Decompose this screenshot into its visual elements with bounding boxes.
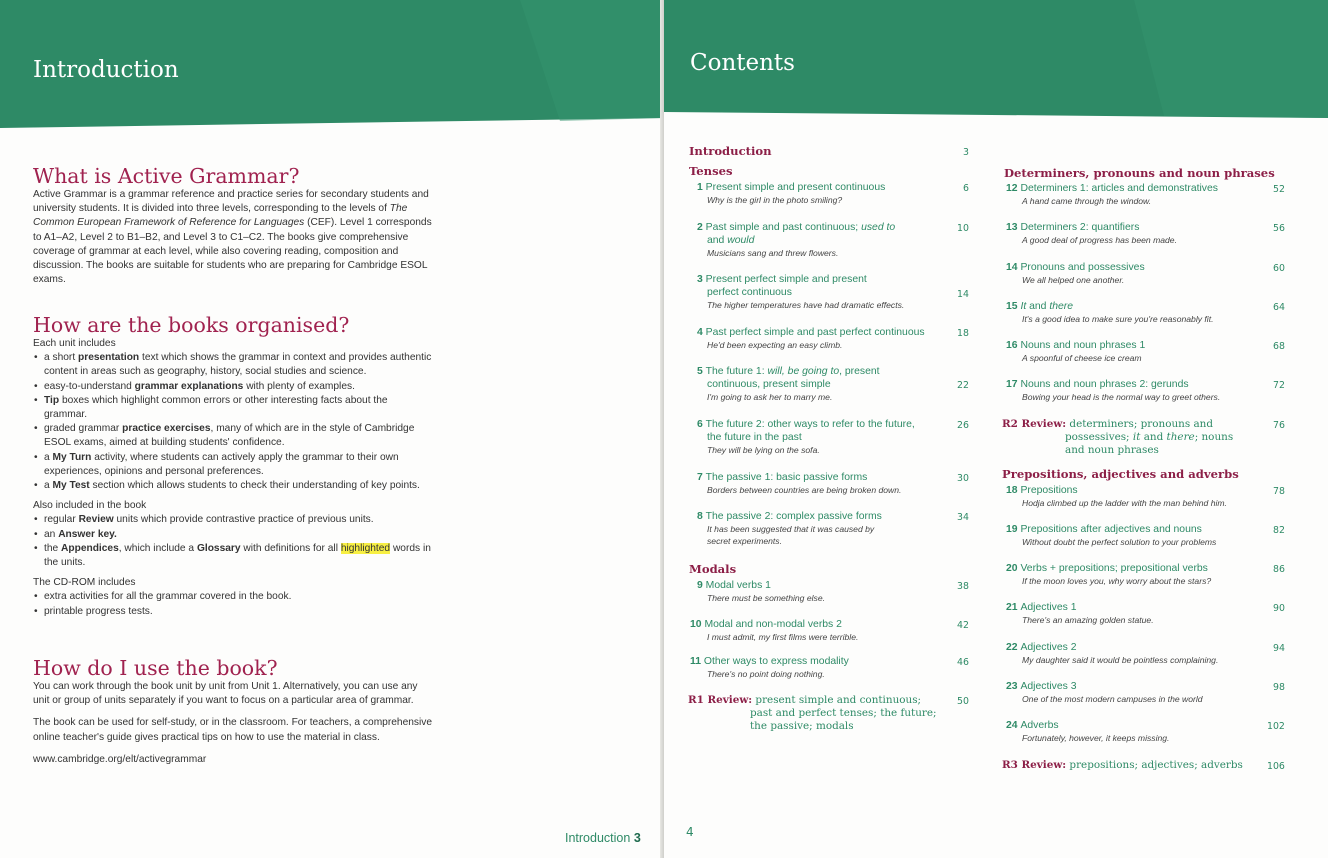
left-banner-title: Introduction — [33, 57, 179, 83]
toc-review-r1[interactable]: R1 Review: present simple and continuous; past and perfect tenses; the future; the passive; modals — [688, 694, 937, 732]
toc-page-number: 72 — [1273, 380, 1285, 391]
right-page-footer: 4 — [686, 825, 694, 839]
toc-unit-6[interactable]: 6 The future 2: other ways to refer to the future, the future in the past They will be lying on the sofa. — [697, 419, 915, 455]
toc-unit-13[interactable]: 13 Determiners 2: quantifiers A good deal of progress has been made. — [1006, 222, 1177, 245]
toc-unit-12[interactable]: 12 Determiners 1: articles and demonstratives A hand came through the window. — [1006, 183, 1218, 206]
list-item: • easy-to-understand grammar explanations with plenty of examples. — [44, 380, 433, 394]
list-item: • an Answer key. — [44, 528, 433, 542]
toc-page-number: 78 — [1273, 486, 1285, 497]
toc-page-number: 82 — [1273, 525, 1285, 536]
toc-page-number: 18 — [957, 328, 969, 339]
cdrom-label: The CD-ROM includes — [33, 577, 136, 589]
toc-page-number: 52 — [1273, 184, 1285, 195]
right-banner-title: Contents — [690, 50, 795, 76]
heading-organised: How are the books organised? — [33, 313, 350, 337]
toc-page-number: 60 — [1273, 263, 1285, 274]
toc-unit-7[interactable]: 7 The passive 1: basic passive forms Borders between countries are being broken down. — [697, 472, 902, 495]
list-item: • extra activities for all the grammar covered in the book. — [44, 590, 433, 604]
list-item: • a short presentation text which shows the grammar in context and provides authentic content in areas such as geography, history, social studies and science. — [44, 351, 433, 379]
toc-unit-2[interactable]: 2 Past simple and past continuous; used to and would Musicians sang and threw flowers. — [697, 222, 896, 258]
toc-unit-23[interactable]: 23 Adjectives 3 One of the most modern campuses in the world — [1006, 681, 1203, 704]
section-what-is — [33, 165, 433, 293]
toc-page-number: 90 — [1273, 603, 1285, 614]
toc-page-number: 50 — [957, 696, 969, 707]
toc-unit-19[interactable]: 19 Prepositions after adjectives and nouns Without doubt the perfect solution to your problems — [1006, 524, 1217, 547]
toc-page-number: 38 — [957, 581, 969, 592]
also-included-list — [33, 513, 433, 570]
toc-page-number: 98 — [1273, 682, 1285, 693]
right-page — [664, 0, 1328, 858]
toc-section-determiners: Determiners, pronouns and noun phrases — [1004, 166, 1275, 180]
how-use-paragraph-1: You can work through the book unit by unit from Unit 1. Alternatively, you can use any unit or group of units separately if you want to focus on a particular area of grammar. — [33, 681, 418, 707]
unit-includes-list — [33, 351, 433, 493]
toc-unit-22[interactable]: 22 Adjectives 2 My daughter said it would be pointless complaining. — [1006, 642, 1219, 665]
what-is-paragraph: Active Grammar is a grammar reference and practice series for secondary students and university students. It is divided into three levels, corresponding to the levels of The Common European Framework of Reference for Languages (CEF). Level 1 corresponds to A1–A2, Level 2 to B1–B2, and Level 3 to C1–C2. The books give comprehensive coverage of grammar at each level, while also covering reading, composition and discussion. The books are suitable for students who are preparing for Cambridge ESOL exams. — [33, 189, 432, 286]
toc-unit-16[interactable]: 16 Nouns and noun phrases 1 A spoonful of cheese ice cream — [1006, 340, 1146, 363]
toc-page-number: 46 — [957, 657, 969, 668]
toc-page-number: 6 — [963, 183, 969, 194]
toc-page-number: 34 — [957, 512, 969, 523]
list-item: • Tip boxes which highlight common errors or other interesting facts about the grammar. — [44, 394, 433, 422]
list-item: • a My Test section which allows students to check their understanding of key points. — [44, 479, 433, 493]
toc-unit-11[interactable]: 11 Other ways to express modality There's no point doing nothing. — [690, 656, 849, 679]
list-item: • regular Review units which provide contrastive practice of previous units. — [44, 513, 433, 527]
toc-unit-21[interactable]: 21 Adjectives 1 There's an amazing golden statue. — [1006, 602, 1154, 625]
each-unit-label: Each unit includes — [33, 338, 116, 349]
toc-unit-1[interactable]: 1 Present simple and present continuous Why is the girl in the photo smiling? — [697, 182, 886, 205]
toc-unit-17[interactable]: 17 Nouns and noun phrases 2: gerunds Bowing your head is the normal way to greet others. — [1006, 379, 1221, 402]
highlighted-word: highlighted — [340, 542, 391, 554]
toc-page-number: 86 — [1273, 564, 1285, 575]
toc-page-number: 14 — [957, 289, 969, 300]
toc-review-r2[interactable]: R2 Review: determiners; pronouns and possessives; it and there; nouns and noun phrases — [1002, 418, 1234, 456]
toc-page-number: 30 — [957, 473, 969, 484]
heading-how-use: How do I use the book? — [33, 656, 278, 680]
toc-section-prepositions: Prepositions, adjectives and adverbs — [1002, 467, 1239, 481]
toc-unit-18[interactable]: 18 Prepositions Hodja climbed up the ladder with the man behind him. — [1006, 485, 1227, 508]
toc-page-number: 3 — [963, 147, 969, 158]
toc-unit-8[interactable]: 8 The passive 2: complex passive forms It has been suggested that it was caused by secret experiments. — [697, 511, 882, 546]
also-included-label: Also included in the book — [33, 500, 147, 512]
toc-unit-3[interactable]: 3 Present perfect simple and present perfect continuous The higher temperatures have had dramatic effects. — [697, 274, 905, 310]
toc-page-number: 64 — [1273, 302, 1285, 313]
toc-unit-20[interactable]: 20 Verbs + prepositions; prepositional verbs If the moon loves you, why worry about the stars? — [1006, 563, 1212, 586]
toc-page-number: 102 — [1267, 721, 1285, 732]
toc-page-number: 42 — [957, 620, 969, 631]
toc-unit-14[interactable]: 14 Pronouns and possessives We all helped one another. — [1006, 262, 1145, 285]
toc-page-number: 26 — [957, 420, 969, 431]
toc-page-number: 76 — [1273, 420, 1285, 431]
toc-unit-24[interactable]: 24 Adverbs Fortunately, however, it keeps missing. — [1006, 720, 1170, 743]
toc-page-number: 22 — [957, 380, 969, 391]
list-item: • the Appendices, which include a Glossary with definitions for all highlighted words in the units. — [44, 542, 433, 570]
toc-page-number: 106 — [1267, 761, 1285, 772]
toc-unit-4[interactable]: 4 Past perfect simple and past perfect continuous He'd been expecting an easy climb. — [697, 327, 925, 350]
website-link[interactable]: www.cambridge.org/elt/activegrammar — [33, 753, 207, 765]
heading-what-is: What is Active Grammar? — [33, 164, 300, 188]
left-page-footer: Introduction 3 — [565, 831, 641, 845]
toc-introduction[interactable]: Introduction — [689, 144, 772, 158]
toc-unit-15[interactable]: 15 It and there It's a good idea to make sure you're reasonably fit. — [1006, 301, 1214, 324]
toc-page-number: 94 — [1273, 643, 1285, 654]
how-use-paragraph-2: The book can be used for self-study, or in the classroom. For teachers, a comprehensive online teacher's guide gives practical tips on how to use the material in class. — [33, 717, 433, 743]
toc-page-number: 10 — [957, 223, 969, 234]
toc-unit-10[interactable]: 10 Modal and non-modal verbs 2 I must admit, my first films were terrible. — [690, 619, 859, 642]
toc-section-modals: Modals — [689, 562, 737, 576]
toc-unit-5[interactable]: 5 The future 1: will, be going to, present continuous, present simple I'm going to ask her to marry me. — [697, 366, 880, 402]
list-item: • printable progress tests. — [44, 605, 433, 619]
toc-review-r3[interactable]: R3 Review: prepositions; adjectives; adverbs — [1002, 759, 1243, 771]
toc-section-tenses: Tenses — [689, 164, 733, 178]
toc-unit-9[interactable]: 9 Modal verbs 1 There must be something else. — [697, 580, 825, 603]
section-organised — [33, 314, 433, 625]
section-how-use — [33, 657, 433, 773]
list-item: • graded grammar practice exercises, many of which are in the style of Cambridge ESOL exams, aimed at building students' confidence. — [44, 422, 433, 450]
list-item: • a My Turn activity, where students can actively apply the grammar to their own experiences, opinions and personal preferences. — [44, 451, 433, 479]
toc-page-number: 56 — [1273, 223, 1285, 234]
cdrom-list — [33, 590, 433, 618]
toc-page-number: 68 — [1273, 341, 1285, 352]
